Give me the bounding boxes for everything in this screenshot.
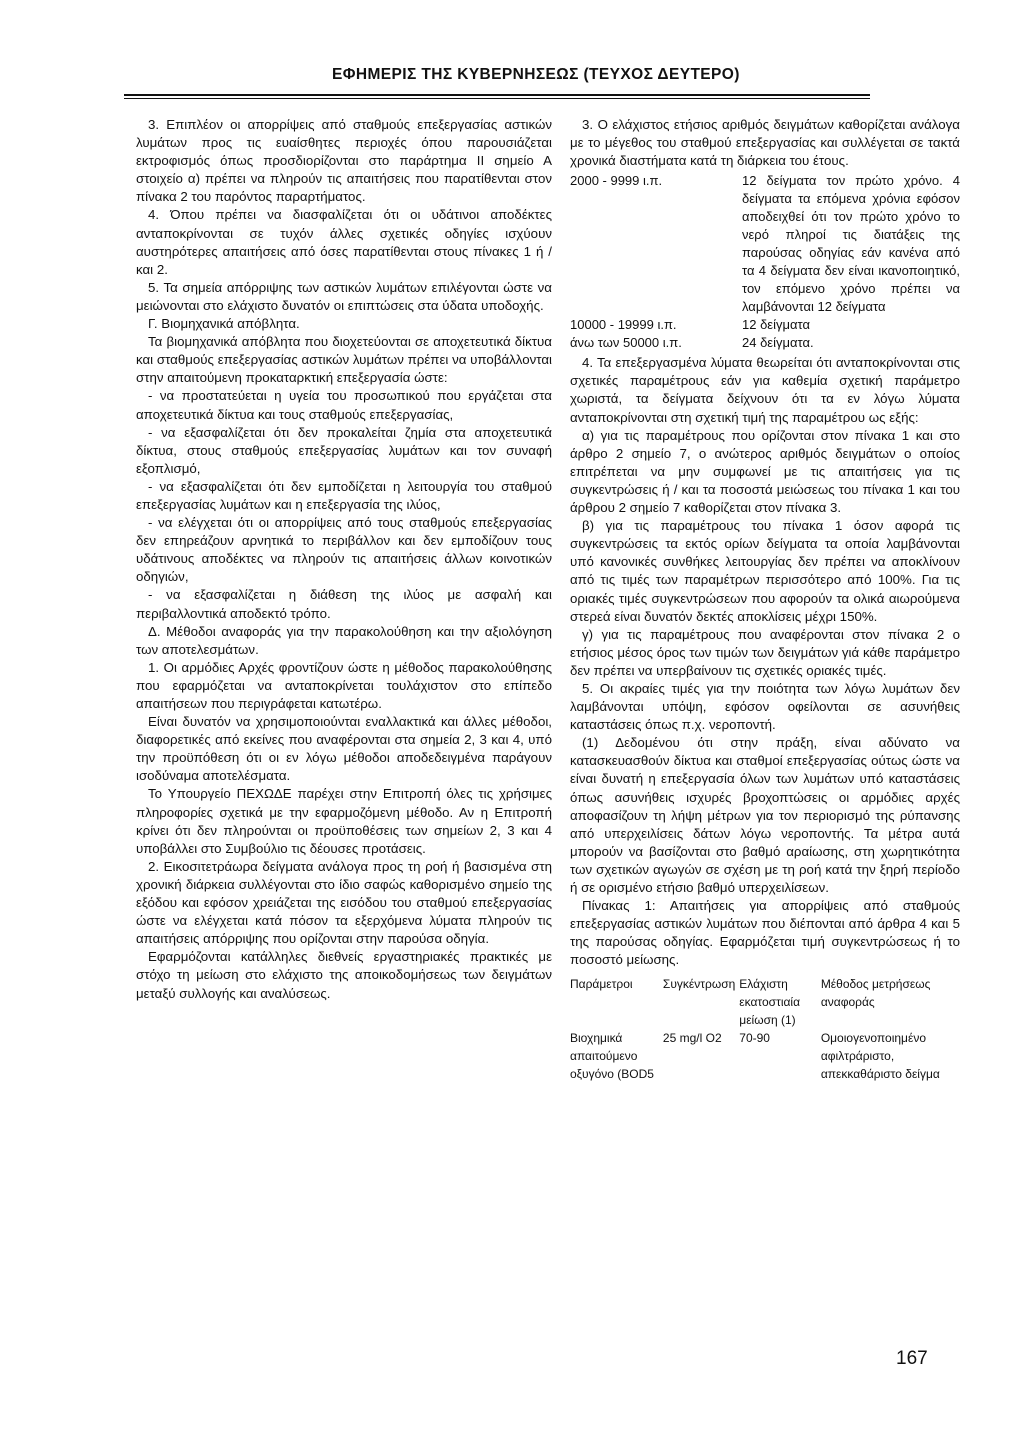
paragraph: 5. Τα σημεία απόρριψης των αστικών λυμάτων επιλέγονται ώστε να μειώνονται στο ελάχιστο δυνατόν οι επιπτώσεις στα ύδατα υποδοχής. xyxy=(136,279,552,313)
sample-range: άνω των 50000 ι.π. xyxy=(570,335,682,351)
table-row xyxy=(570,172,960,316)
section-heading: Δ. Μέθοδοι αναφοράς για την παρακολούθηση και την αξιολόγηση των αποτελεσμάτων. xyxy=(136,623,552,657)
sample-rule: 24 δείγματα. xyxy=(742,335,814,351)
column-header: Ελάχιστη εκατοστιαία μείωση (1) xyxy=(739,977,801,1028)
list-item: - να ελέγχεται ότι οι απορρίψεις από τους σταθμούς επεξεργασίας δεν επηρεάζουν αρνητικά το περιβάλλον και δεν εμποδίζουν τους υδάτινους αποδέκτες να πληρούν τις απαιτήσεις άλλων κοινοτικών οδηγιών, xyxy=(136,515,552,585)
paragraph: 2. Εικοσιτετράωρα δείγματα ανάλογα προς τη ροή ή βασισμένα στη χρονική διάρκεια συλλέγονται στο ίδιο σαφώς καθορισμένο σημείο της εξόδου και εφόσον χρειάζεται της εισόδου του σταθμού επεξεργασίας ώστε να ελέγχεται κατά πόσον τα εξερχόμενα λύματα πληρούν τις απαιτήσεις απόρριψης που ορίζονται στην παρούσα οδηγία. xyxy=(136,858,552,947)
paragraph: Τα βιομηχανικά απόβλητα που διοχετεύονται σε αποχετευτικά δίκτυα και σταθμούς επεξεργασίας αστικών λυμάτων πρέπει να υποβάλλονται στην απαιτούμενη προκαταρκτική επεξεργασία ώστε: xyxy=(136,334,552,386)
paragraph: Το Υπουργείο ΠΕΧΩΔΕ παρέχει στην Επιτροπή όλες τις χρήσιμες πληροφορίες σχετικά με την εφαρμοζόμενη μέθοδο. Αν η Επιτροπή κρίνει ότι δεν πληρούνται οι προϋποθέσεις των σημείων 2, 3 και 4 υποβάλλει στο Συμβούλιο τις δέουσες προτάσεις. xyxy=(136,786,552,856)
footnote: (1) Δεδομένου ότι στην πράξη, είναι αδύνατο να κατασκευασθούν δίκτυα και σταθμοί επεξεργασίας ούτως ώστε να είναι δυνατή η επεξεργασία όλων των λυμάτων υπό καταστάσεις όπως ασυνήθεις ισχυρές βροχοπτώσεις οι αρμόδιες αρχές αποφασίζουν τη λήψη μέτρων για τον περιορισμό της ρύπανσης από υπερχειλίσεις δάτων λόγω νεροποντής. Τα μέτρα αυτά μπορούν να βασίζονται στο βαθμό αραίωσης, στη χωρητικότητα των σχετικών αγωγών σε σχέση με τη ροή κατά την ξηρή περίοδο ή σε ορισμένο ετήσιο βαθμό υπερχειλίσεων. xyxy=(570,735,960,895)
paragraph: 3. Ο ελάχιστος ετήσιος αριθμός δειγμάτων καθορίζεται ανάλογα με το μέγεθος του σταθμού επεξεργασίας και συλλέγεται σε τακτά χρονικά διαστήματα κατά τη διάρκεια του έτους. xyxy=(570,117,960,169)
requirements-table xyxy=(570,975,960,1083)
sample-range: 2000 - 9999 ι.π. xyxy=(570,173,663,189)
sample-frequency-table xyxy=(570,172,960,352)
column-header: Μέθοδος μετρήσεως αναφοράς xyxy=(820,977,931,1010)
table-row xyxy=(570,334,960,352)
right-column xyxy=(570,116,960,1083)
paragraph: Εφαρμόζονται κατάλληλες διεθνείς εργαστηριακές πρακτικές με στόχο τη μείωση στο ελάχιστο της αποικοδομήσεως των δειγμάτων μεταξύ συλλογής και αναλύσεως. xyxy=(136,949,552,1001)
table-cell: 25 mg/l O2 xyxy=(662,1031,722,1046)
paragraph: β) για τις παραμέτρους του πίνακα 1 όσον αφορά τις συγκεντρώσεις τα εκτός ορίων δείγματα τα οποία λαμβάνονται υπό κανονικές συνθήκες λειτουργίας δεν πρέπει να αποκλίνουν από τις τιμές των παραμέτρων περισσότερο από 100%. Για τις οριακές τιμές συγκεντρώσεων που αφορούν τα ολικά αιωρούμενα στερεά είναι δυνατόν δεκτές αποκλίσεις μέχρι 150%. xyxy=(570,518,960,624)
paragraph: α) για τις παραμέτρους που ορίζονται στον πίνακα 1 και στο άρθρο 2 σημείο 7, ο ανώτερος αριθμός δειγμάτων ο οποίος επιτρέπεται να μην συμφωνεί με τις απαιτήσεις για τις συγκεντρώσεις ή / και τα ποσοστά μειώσεως του πίνακα 1 και του άρθρου 2 σημείο 7 καθορίζεται στον πίνακα 3. xyxy=(570,427,960,516)
table-row xyxy=(570,1029,960,1083)
header-rule xyxy=(124,94,870,99)
column-header: Συγκέντρωση xyxy=(662,977,736,992)
page-header: ΕΦΗΜΕΡΙΣ ΤΗΣ ΚΥΒΕΡΝΗΣΕΩΣ (ΤΕΥΧΟΣ ΔΕΥΤΕΡΟ) xyxy=(332,66,740,83)
page-number: 167 xyxy=(896,1348,928,1369)
table-caption: Πίνακας 1: Απαιτήσεις για απορρίψεις από σταθμούς επεξεργασίας αστικών λυμάτων που διέπονται από άρθρα 4 και 5 της παρούσας οδηγίας. Εφαρμόζεται τιμή συγκεντρώσεως ή το ποσοστό μείωσης. xyxy=(570,898,960,968)
sample-rule: 12 δείγματα τον πρώτο χρόνο. 4 δείγματα τα επόμενα χρόνια εφόσον αποδειχθεί ότι τον πρώτο χρόνο το νερό πληροί τις διατάξεις της παρούσας οδηγίας εάν κανένα από τα 4 δείγματα δεν είναι ικανοποιητικό, τον επόμενο χρόνο πρέπει να λαμβάνονται 12 δείγματα xyxy=(742,173,960,315)
paragraph: Είναι δυνατόν να χρησιμοποιούνται εναλλακτικά και άλλες μέθοδοι, διαφορετικές από εκείνες που αναφέρονται στα σημεία 2, 3 και 4, υπό την προϋπόθεση ότι οι εν λόγω μέθοδοι αποδεδειγμένα παράγουν ισοδύναμα αποτελέσματα. xyxy=(136,714,552,784)
column-header: Παράμετροι xyxy=(570,977,633,992)
table-cell: 70-90 xyxy=(739,1031,770,1046)
paragraph: γ) για τις παραμέτρους που αναφέρονται στον πίνακα 2 ο ετήσιος μέσος όρος των τιμών των δειγμάτων γιά κάθε παράμετρο δεν πρέπει να υπερβαίνουν τις σχετικές οριακές τιμές. xyxy=(570,626,960,678)
list-item: - να εξασφαλίζεται η διάθεση της ιλύος με ασφαλή και περιβαλλοντικά αποδεκτό τρόπο. xyxy=(136,587,552,621)
table-row xyxy=(570,316,960,334)
paragraph: 5. Οι ακραίες τιμές για την ποιότητα των λόγω λυμάτων δεν λαμβάνονται υπόψη, εφόσον οφείλονται σε ασυνήθεις καταστάσεις όπως π.χ. νεροποντή. xyxy=(570,680,960,733)
list-item: - να εξασφαλίζεται ότι δεν προκαλείται ζημία στα αποχετευτικά δίκτυα, στους σταθμούς επεξεργασίας λυμάτων και τον συναφή εξοπλισμό, xyxy=(136,424,552,476)
table-header-row xyxy=(570,975,960,1029)
list-item: - να εξασφαλίζεται ότι δεν εμποδίζεται η λειτουργία του σταθμού επεξεργασίας λυμάτων και η επεξεργασία της ιλύος, xyxy=(136,478,552,512)
paragraph: 3. Επιπλέον οι απορρίψεις από σταθμούς επεξεργασίας αστικών λυμάτων προς τις ευαίσθητες περιοχές όπου παρουσιάζεται εκτροφισμός όπως προσδιορίζονται στο παράρτημα II σημείο Α στοιχείο α) πρέπει να πληρούν τις απαιτήσεις που παρατίθενται στον πίνακα 2 του παρόντος παραρτήματος. xyxy=(136,117,552,205)
sample-range: 10000 - 19999 ι.π. xyxy=(570,317,677,333)
section-heading: Γ. Βιομηχανικά απόβλητα. xyxy=(148,316,300,332)
table-cell: Βιοχημικά απαιτούμενο οξυγόνο (BOD5 xyxy=(570,1031,654,1082)
list-item: - να προστατεύεται η υγεία του προσωπικού που εργάζεται στα αποχετευτικά δίκτυα και τους σταθμούς επεξεργασίας, xyxy=(136,388,552,422)
paragraph: 1. Οι αρμόδιες Αρχές φροντίζουν ώστε η μέθοδος παρακολούθησης που εφαρμόζεται να ανταποκρίνεται τουλάχιστον στο επίπεδο απαιτήσεων που περιγράφεται κατωτέρω. xyxy=(136,659,552,711)
sample-rule: 12 δείγματα xyxy=(742,317,810,333)
left-column xyxy=(136,116,552,1003)
paragraph: 4. Τα επεξεργασμένα λύματα θεωρείται ότι ανταποκρίνονται στις σχετικές παραμέτρους εάν για καθεμία σχετική παράμετρο χωριστά, τα δείγματα δείχνουν ότι τα εν λόγω λύματα ανταποκρίνονται στη σχετική τιμή της παραμέτρου ως εξής: xyxy=(570,355,960,425)
table-cell: Ομοιογενοποιημένο αφιλτράριστο, απεκκαθάριστο δείγμα xyxy=(820,1031,940,1082)
paragraph: 4. Όπου πρέπει να διασφαλίζεται ότι οι υδάτινοι αποδέκτες ανταποκρίνονται σε τυχόν άλλες σχετικές οδηγίες ισχύουν αυστηρότερες απαιτήσεις από όσες παρατίθενται στους πίνακες 1 ή / και 2. xyxy=(136,207,552,277)
